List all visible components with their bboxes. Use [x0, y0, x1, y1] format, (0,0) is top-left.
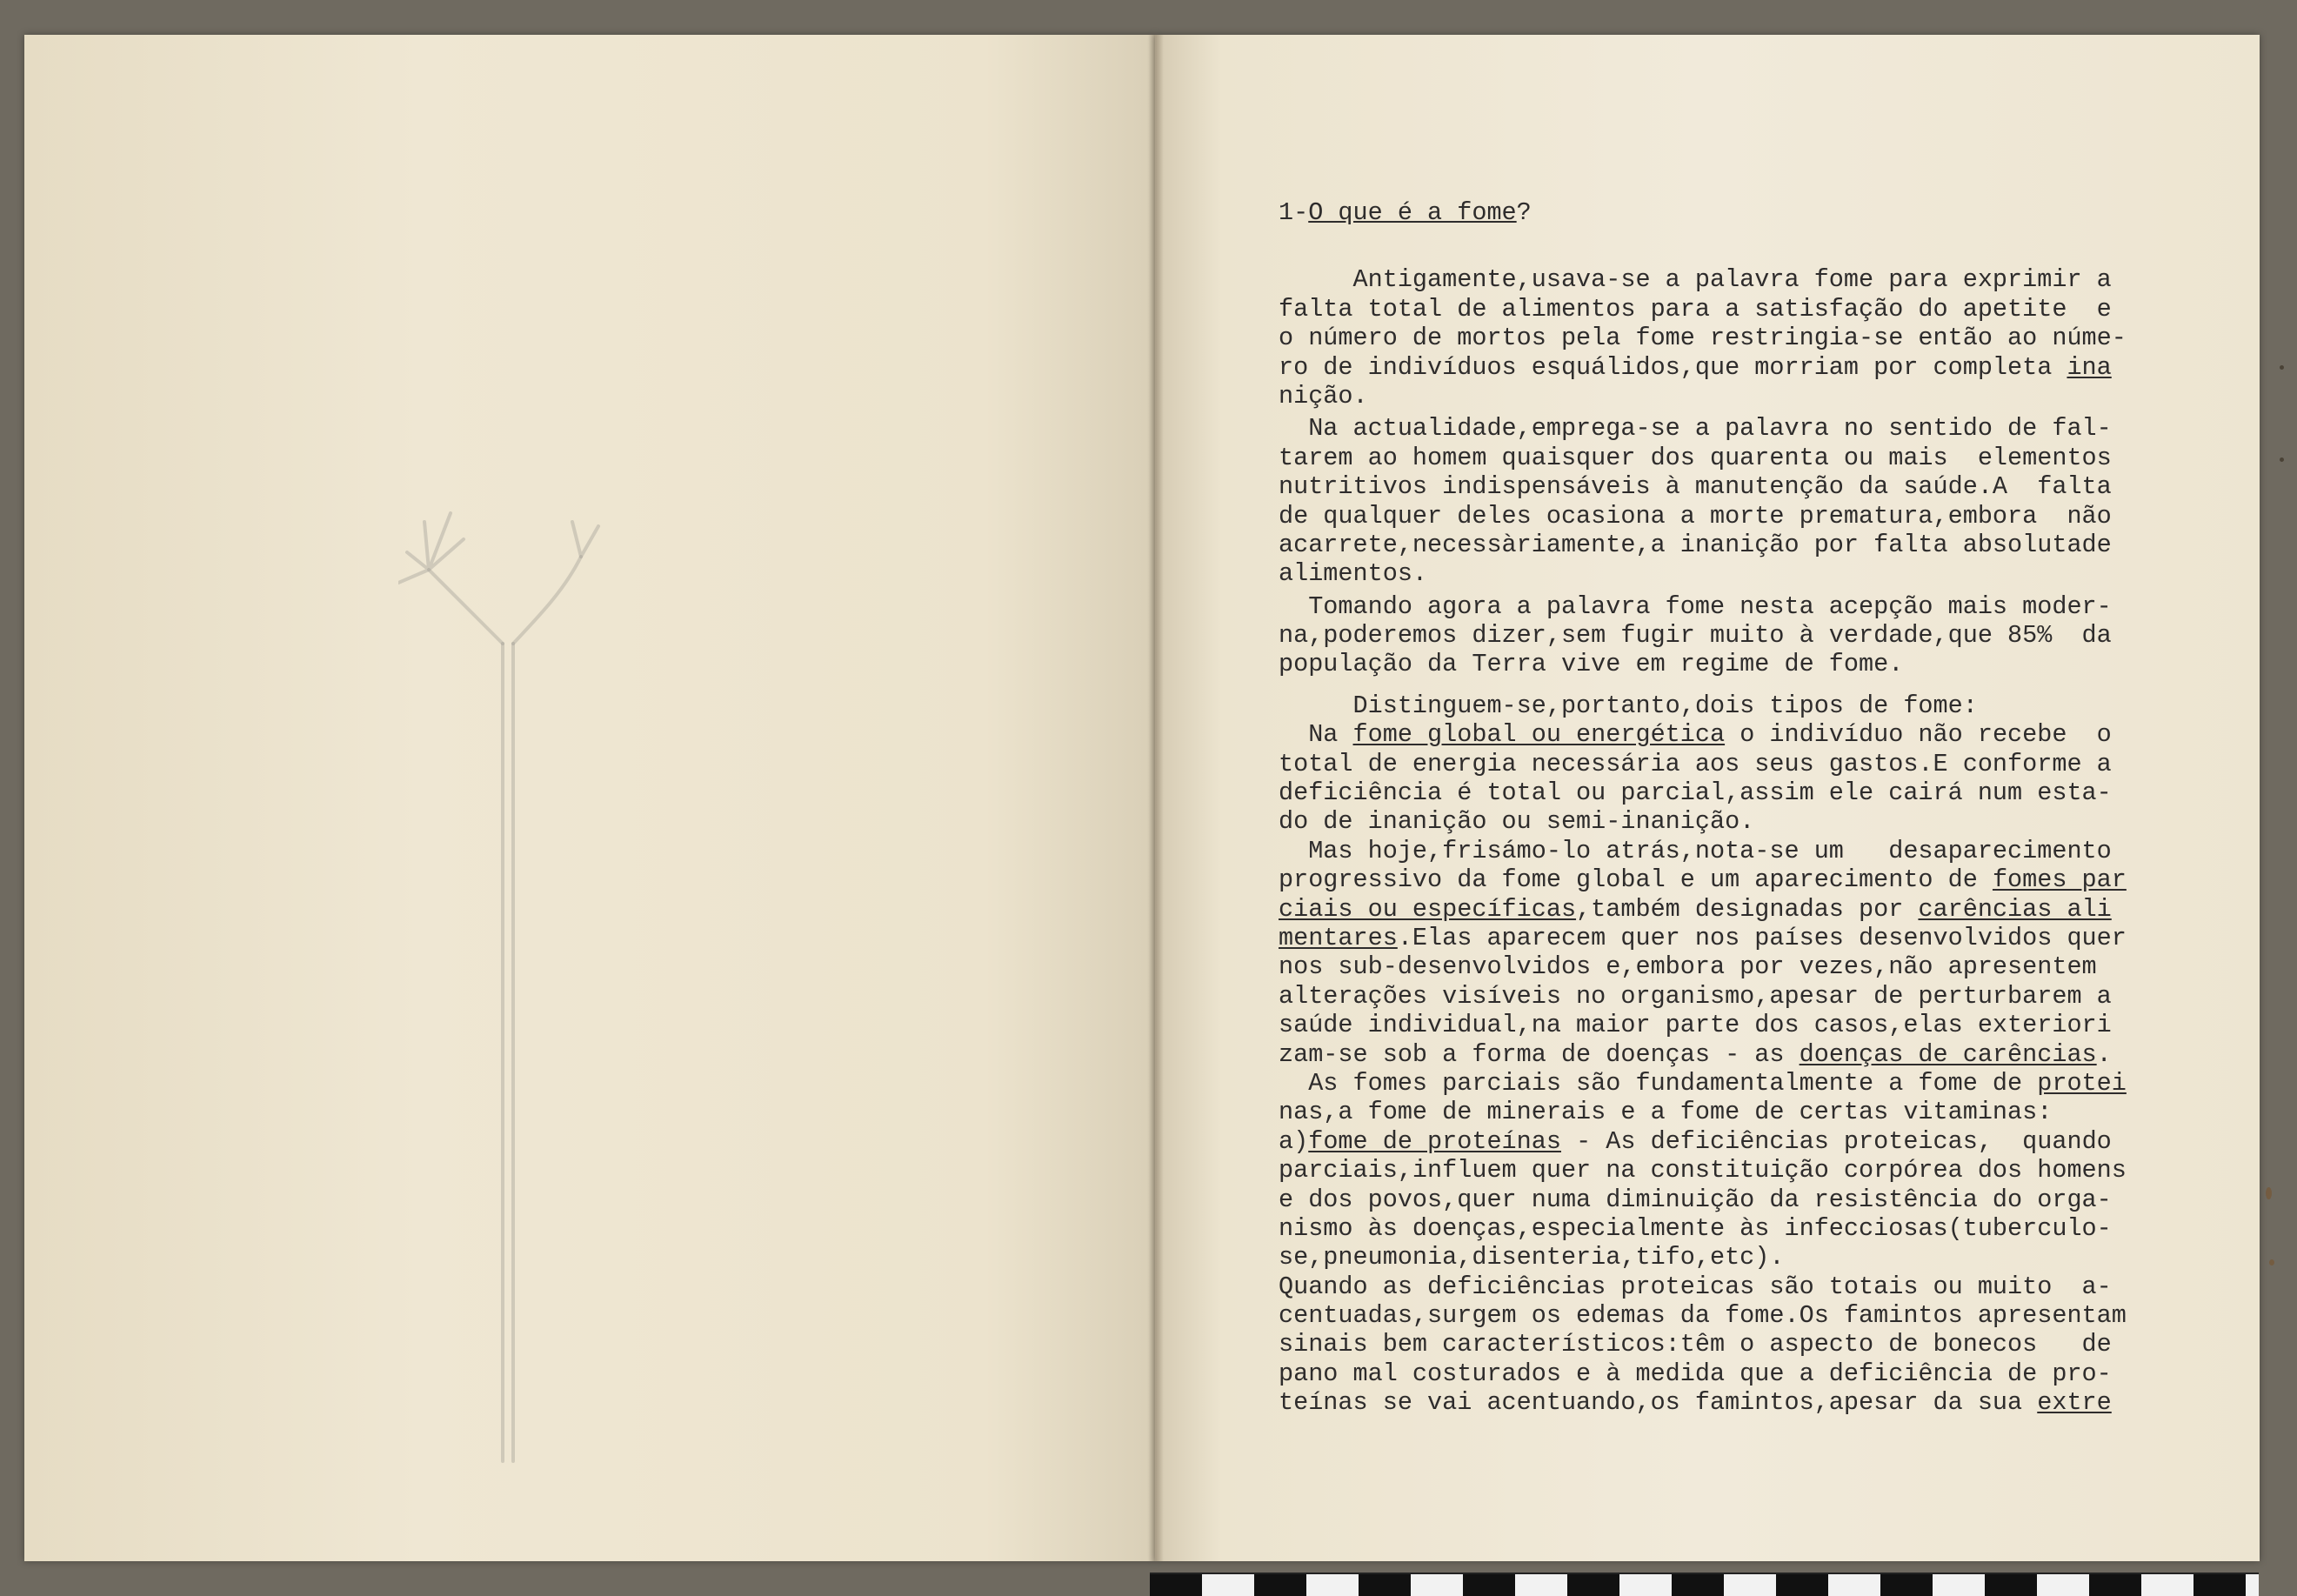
text-segment: Antigamente,usava-se a palavra fome para exprimir a — [1279, 265, 2112, 295]
text-segment: na,poderemos dizer,sem fugir muito à verdade,que 85% da — [1279, 621, 2112, 651]
text-line — [1279, 414, 2174, 443]
text-segment: Mas hoje,frisámo-lo atrás,nota-se um desaparecimento — [1279, 836, 2112, 865]
underlined-term: ciais ou específicas — [1279, 894, 1577, 924]
text-line — [1279, 1388, 2174, 1417]
text-line — [1279, 1301, 2174, 1330]
text-line — [1279, 750, 2174, 778]
typescript-body — [1279, 198, 2174, 1418]
text-line — [1279, 1272, 2174, 1301]
left-page — [24, 35, 1155, 1561]
text-line — [1279, 295, 2174, 324]
text-line — [1279, 265, 2174, 294]
heading-punctuation: ? — [1516, 198, 1532, 227]
text-segment: ,também designadas por — [1576, 894, 1919, 924]
underlined-term: mentares — [1279, 924, 1398, 952]
scale-ruler — [1150, 1573, 2259, 1596]
typescript-lines — [1279, 265, 2174, 1417]
text-line — [1279, 324, 2174, 352]
paper-stain — [2269, 1259, 2274, 1265]
text-line — [1279, 444, 2174, 472]
text-segment: saúde individual,na maior parte dos casos,elas exteriori — [1279, 1011, 2112, 1040]
underlined-term: doenças de carências — [1799, 1039, 2097, 1069]
text-segment: .Elas aparecem quer nos países desenvolvidos quer — [1397, 924, 2127, 952]
text-segment: Na actualidade,emprega-se a palavra no sentido de fal- — [1279, 414, 2112, 444]
text-segment: centuadas,surgem os edemas da fome.Os famintos apresentam — [1279, 1301, 2127, 1331]
underlined-term: fome global ou energética — [1352, 720, 1726, 750]
underlined-term: carências ali — [1918, 894, 2112, 924]
text-line — [1279, 1359, 2174, 1388]
text-segment: falta total de alimentos para a satisfação do apetite e — [1279, 294, 2112, 324]
text-segment: o indivíduo não recebe o — [1725, 720, 2112, 750]
text-segment: alterações visíveis no organismo,apesar de perturbarem a — [1279, 981, 2112, 1011]
text-line — [1279, 982, 2174, 1011]
text-segment: Na — [1279, 720, 1353, 750]
underlined-term: ina — [2067, 352, 2112, 382]
punch-hole — [2280, 365, 2284, 370]
text-segment: sinais bem característicos:têm o aspecto de bonecos de — [1279, 1330, 2112, 1359]
underlined-term: extre — [2037, 1388, 2112, 1418]
text-line — [1279, 650, 2174, 678]
text-segment: total de energia necessária aos seus gastos.E conforme a — [1279, 749, 2112, 778]
text-segment: pano mal costurados e à medida que a deficiência de pro- — [1279, 1359, 2112, 1388]
text-line — [1279, 952, 2174, 981]
text-segment: se,pneumonia,disenteria,tifo,etc). — [1279, 1243, 1785, 1272]
text-line — [1279, 837, 2174, 865]
text-segment: Tomando agora a palavra fome nesta acepção mais moder- — [1279, 591, 2112, 621]
section-heading — [1279, 198, 2174, 227]
punch-hole — [2280, 457, 2284, 462]
text-segment: acarrete,necessàriamente,a inanição por falta absolutade — [1279, 530, 2112, 559]
embossed-figure — [398, 487, 624, 1470]
text-line — [1279, 1185, 2174, 1214]
text-line — [1279, 778, 2174, 807]
text-line — [1279, 1330, 2174, 1359]
text-segment: Quando as deficiências proteicas são totais ou muito a- — [1279, 1272, 2112, 1301]
text-segment: As fomes parciais são fundamentalmente a fome de — [1279, 1068, 2038, 1098]
text-segment: a) — [1279, 1126, 1309, 1156]
heading-text: O que é a fome — [1308, 198, 1517, 227]
text-line — [1279, 691, 2174, 720]
paper-stain — [2266, 1187, 2272, 1199]
text-segment: tarem ao homem quaisquer dos quarenta ou mais elementos — [1279, 443, 2112, 472]
text-line — [1279, 1156, 2174, 1185]
text-line — [1279, 353, 2174, 382]
text-line — [1279, 895, 2174, 924]
text-line — [1279, 502, 2174, 531]
text-line — [1279, 1069, 2174, 1098]
text-line — [1279, 559, 2174, 588]
text-segment: do de inanição ou semi-inanição. — [1279, 807, 1755, 837]
text-segment: nismo às doenças,especialmente às infecciosas(tuberculo- — [1279, 1213, 2112, 1243]
text-line — [1279, 924, 2174, 952]
text-segment: - As deficiências proteicas, quando — [1560, 1126, 2112, 1156]
text-segment: o número de mortos pela fome restringia-se então ao núme- — [1279, 324, 2127, 353]
text-segment: nos sub-desenvolvidos e,embora por vezes,não apresentem — [1279, 952, 2097, 982]
text-line — [1279, 592, 2174, 621]
text-line — [1279, 1098, 2174, 1126]
text-segment: nição. — [1279, 381, 1368, 411]
text-line — [1279, 531, 2174, 559]
text-line — [1279, 1127, 2174, 1156]
text-segment: progressivo da fome global e um aparecimento de — [1279, 865, 1993, 895]
text-segment: nutritivos indispensáveis à manutenção da saúde.A falta — [1279, 472, 2112, 502]
text-segment: teínas se vai acentuando,os famintos,apesar da sua — [1279, 1388, 2038, 1418]
text-line — [1279, 621, 2174, 650]
text-segment: população da Terra vive em regime de fome. — [1279, 650, 1904, 679]
text-segment: ro de indivíduos esquálidos,que morriam por completa — [1279, 352, 2067, 382]
text-line — [1279, 720, 2174, 749]
text-segment: parciais,influem quer na constituição corpórea dos homens — [1279, 1156, 2127, 1185]
text-line — [1279, 472, 2174, 501]
text-line — [1279, 382, 2174, 411]
text-segment: de qualquer deles ocasiona a morte prematura,embora não — [1279, 501, 2112, 531]
text-line — [1279, 807, 2174, 836]
underlined-term: fome de proteínas — [1308, 1126, 1561, 1156]
heading-number: 1- — [1279, 198, 1309, 227]
text-line — [1279, 1040, 2174, 1069]
text-segment: . — [2096, 1039, 2112, 1069]
text-segment: zam-se sob a forma de doenças - as — [1279, 1039, 1800, 1069]
text-segment: Distinguem-se,portanto,dois tipos de fome: — [1279, 691, 1978, 720]
text-segment: e dos povos,quer numa diminuição da resistência do orga- — [1279, 1185, 2112, 1214]
text-line — [1279, 865, 2174, 894]
underlined-term: fomes par — [1992, 865, 2127, 895]
text-line — [1279, 1243, 2174, 1272]
text-segment: alimentos. — [1279, 559, 1428, 589]
text-line — [1279, 1214, 2174, 1243]
text-segment: deficiência é total ou parcial,assim ele cairá num esta- — [1279, 778, 2112, 808]
text-line — [1279, 1011, 2174, 1039]
book-gutter — [1148, 35, 1164, 1561]
underlined-term: protei — [2037, 1068, 2127, 1098]
text-segment: nas,a fome de minerais e a fome de certas vitaminas: — [1279, 1098, 2053, 1127]
